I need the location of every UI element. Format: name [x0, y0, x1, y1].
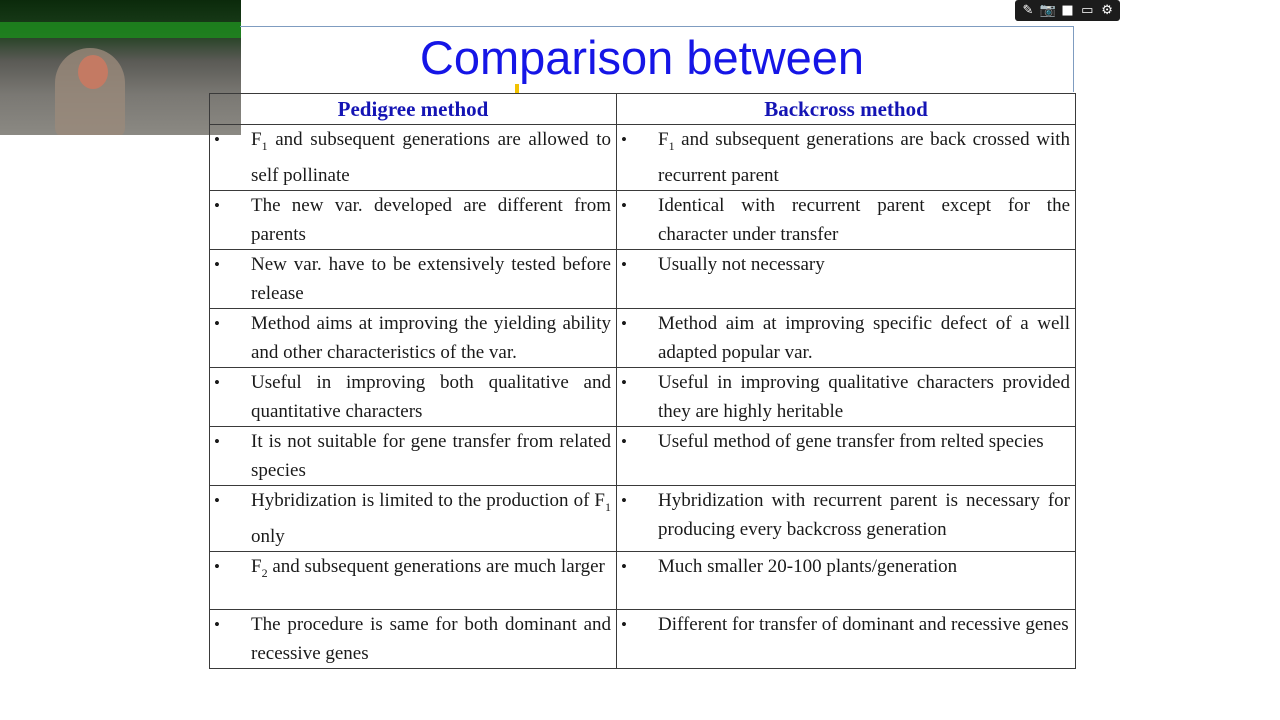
bullet-icon: •: [621, 313, 627, 333]
bullet-icon: •: [621, 431, 627, 451]
pedigree-cell: [210, 125, 617, 191]
webcam-band: [0, 22, 241, 38]
pedigree-cell: [210, 485, 617, 551]
bullet-icon: •: [621, 195, 627, 215]
bullet-icon: •: [214, 130, 220, 149]
comparison-table: [209, 93, 1076, 669]
cell-text: [251, 309, 616, 367]
bullet-icon: •: [214, 556, 220, 576]
text-part: and subsequent generations are allowed to self pollinate: [251, 129, 611, 186]
text-part: The new var. developed are different from parents: [251, 194, 611, 245]
pedigree-cell: [210, 367, 617, 426]
text-part: F: [251, 129, 262, 150]
webcam-thumbnail: [0, 0, 241, 135]
text-part: only: [251, 525, 285, 547]
overlay-toolbar: [1015, 0, 1120, 21]
table-row: [210, 609, 1076, 668]
bullet-icon: •: [214, 490, 220, 510]
cell-text: [251, 250, 616, 308]
table-body: [210, 125, 1076, 669]
pedigree-cell: [210, 609, 617, 668]
bullet-icon: •: [621, 254, 627, 274]
bullet-icon: •: [621, 490, 627, 510]
text-part: Method aim at improving specific defect of a well adapted popular var.: [658, 312, 1070, 363]
cell-text: [251, 427, 616, 485]
subscript: 1: [605, 499, 611, 514]
cell-text: [251, 191, 616, 249]
pedigree-cell: [210, 551, 617, 609]
cell-text: [658, 250, 1075, 279]
table-row: [210, 367, 1076, 426]
table-row: [210, 426, 1076, 485]
subscript: 1: [261, 138, 268, 153]
bullet-icon: •: [621, 614, 627, 634]
bullet-icon: •: [214, 431, 220, 451]
text-part: Hybridization is limited to the production of F: [251, 489, 605, 511]
cell-text: [658, 610, 1075, 639]
cell-text: [658, 552, 1075, 581]
pedigree-cell: [210, 190, 617, 249]
text-part: Useful in improving both qualitative and quantitative characters: [251, 371, 611, 422]
text-part: and subsequent generations are back crossed with recurrent parent: [658, 129, 1070, 186]
camera-icon[interactable]: 📷: [1039, 3, 1056, 18]
header-backcross: Backcross method: [617, 94, 1076, 125]
text-part: Usually not necessary: [658, 253, 825, 275]
backcross-cell: [617, 125, 1076, 191]
cell-text: [251, 610, 616, 668]
bullet-icon: •: [214, 313, 220, 333]
text-part: Method aims at improving the yielding ability and other characteristics of the var.: [251, 312, 611, 363]
pedigree-cell: [210, 308, 617, 367]
table-row: [210, 125, 1076, 191]
table-row: [210, 308, 1076, 367]
cell-text: [658, 427, 1075, 456]
cell-text: [251, 486, 616, 551]
subscript: 2: [261, 565, 268, 580]
text-part: F: [251, 555, 262, 577]
text-part: Identical with recurrent parent except for the character under transfer: [658, 194, 1070, 245]
text-part: Different for transfer of dominant and recessive genes: [658, 613, 1069, 635]
bullet-icon: •: [214, 372, 220, 392]
text-part: New var. have to be extensively tested before release: [251, 253, 611, 304]
table-header-row: [210, 94, 1076, 125]
backcross-cell: [617, 551, 1076, 609]
video-icon[interactable]: ■: [1061, 3, 1074, 18]
slide-title: Comparison between: [419, 31, 865, 84]
text-part: and subsequent generations are much larger: [267, 555, 605, 577]
table-row: [210, 190, 1076, 249]
text-part: F: [658, 129, 669, 150]
backcross-cell: [617, 308, 1076, 367]
backcross-cell: [617, 367, 1076, 426]
text-part: Much smaller 20-100 plants/generation: [658, 555, 958, 577]
window-icon[interactable]: ▭: [1081, 3, 1094, 18]
pedigree-cell: [210, 249, 617, 308]
cell-text: [658, 368, 1075, 426]
cell-text: [658, 191, 1075, 249]
header-pedigree: Pedigree method: [210, 94, 617, 125]
text-part: Useful in improving qualitative characters provided they are highly heritable: [658, 371, 1070, 422]
bullet-icon: •: [621, 556, 627, 576]
cell-text: [251, 125, 616, 190]
bullet-icon: •: [214, 614, 220, 634]
cell-text: [658, 309, 1075, 367]
backcross-cell: [617, 426, 1076, 485]
backcross-cell: [617, 485, 1076, 551]
pencil-icon[interactable]: ✎: [1022, 3, 1034, 18]
bullet-icon: •: [214, 254, 220, 274]
backcross-cell: [617, 609, 1076, 668]
backcross-cell: [617, 190, 1076, 249]
webcam-face: [78, 55, 108, 89]
bullet-icon: •: [621, 130, 627, 149]
pedigree-cell: [210, 426, 617, 485]
bullet-icon: •: [621, 372, 627, 392]
text-part: It is not suitable for gene transfer from related species: [251, 430, 611, 481]
bullet-icon: •: [214, 195, 220, 215]
backcross-cell: [617, 249, 1076, 308]
cell-text: [251, 552, 616, 588]
cell-text: [658, 486, 1075, 544]
table-row: [210, 485, 1076, 551]
text-part: Hybridization with recurrent parent is necessary for producing every backcross generation: [658, 489, 1070, 540]
table-row: [210, 249, 1076, 308]
text-part: Useful method of gene transfer from relted species: [658, 430, 1044, 452]
text-part: The procedure is same for both dominant and recessive genes: [251, 613, 611, 664]
table-row: [210, 551, 1076, 609]
cell-text: [658, 125, 1075, 190]
gear-icon[interactable]: ⚙: [1101, 3, 1113, 18]
cell-text: [251, 368, 616, 426]
subscript: 1: [668, 138, 675, 153]
